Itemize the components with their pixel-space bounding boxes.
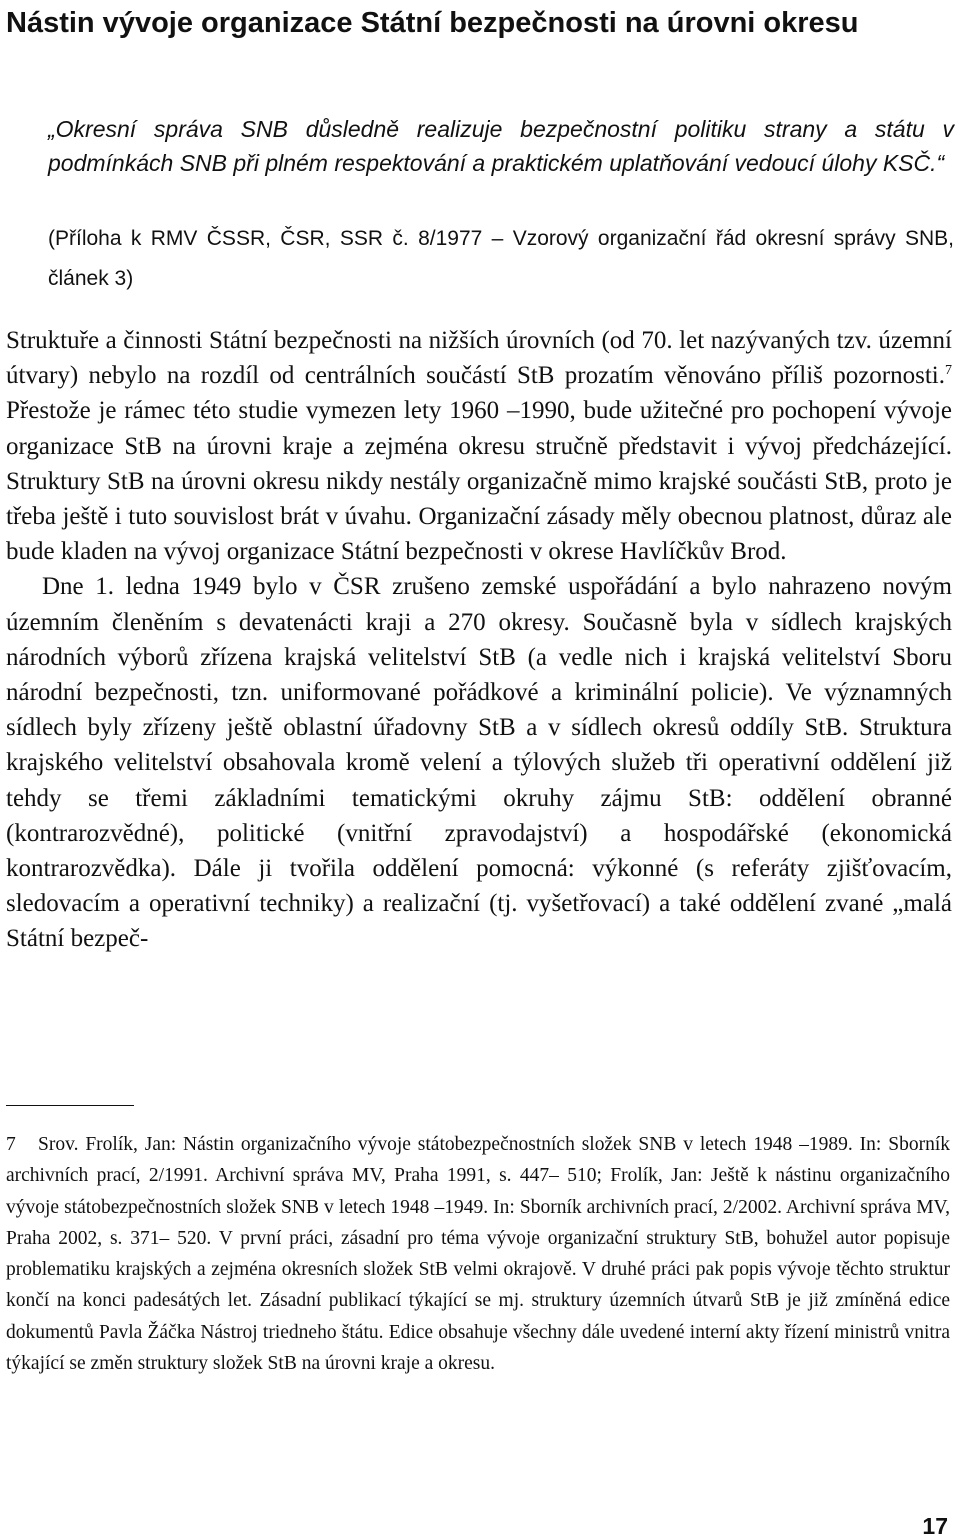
paragraph-2: Dne 1. ledna 1949 bylo v ČSR zrušeno zemské uspořádání a bylo nahrazeno novým územním členěním s devatenácti kraji a 270 okresy. Současně byla v sídlech krajských národních výborů zřízena krajská velitelství StB (a vedle nich i krajská velitelství Sboru národní bezpečnosti, tzn. uniformované pořádkové a kriminální policie). Ve významných sídlech byly zřízeny ještě oblastní úřadovny StB a v sídlech okresů oddíly StB. Struktura krajského velitelství obsahovala kromě velení a týlových služeb tři operativní oddělení již tehdy se třemi základními tematickými okruhy zájmu StB: oddělení obranné (kontrarozvědné), politické (vnitřní zpravodajství) a hospodářské (ekonomická kontrarozvědka). Dále ji tvořila oddělení pomocná: výkonné (s referáty zjišťovacím, sledovacím a operativní techniky) a realizační (tj. vyšetřovací) a také oddělení zvané „malá Státní bezpeč- <box>6 573 952 953</box>
main-text <box>6 323 952 957</box>
footnote-reference: 7 <box>945 363 952 379</box>
page-number: 17 <box>922 1513 948 1539</box>
epigraph-quote: „Okresní správa SNB důsledně realizuje bezpečnostní politiku strany a státu v podmínkách SNB při plném respektování a praktickém uplatňování vedoucí úlohy KSČ.“ <box>48 116 954 176</box>
epigraph-source: (Příloha k RMV ČSSR, ČSR, SSR č. 8/1977 – Vzorový organizační řád okresní správy SNB, článek 3) <box>48 227 954 290</box>
paragraph-1-rest: Přestože je rámec této studie vymezen lety 1960 –1990, bude užitečné pro pochopení vývoje organizace StB na úrovni kraje a zejména okresu stručně představit i vývoj předcházející. Struktury StB na úrovni okresu nikdy nestály organizačně mimo krajské součásti StB, proto je třeba ještě i tuto souvislost brát v úvahu. Organizační zásady měly obecnou platnost, důraz ale bude kladen na vývoj organizace Státní bezpečnosti v okrese Havlíčkův Brod. <box>6 397 952 566</box>
footnote-text: Srov. Frolík, Jan: Nástin organizačního vývoje státobezpečnostních složek SNB v letech 1948 –1989. In: Sborník archivních prací, 2/1991. Archivní správa MV, Praha 1991, s. 447– 510; Frolík, Jan: Ještě k nástinu organizačního vývoje státobezpečnostních složek SNB v letech 1948 –1949. In: Sborník archivních prací, 2/2002. Archivní správa MV, Praha 2002, s. 371– 520. V první práci, zásadní pro téma vývoje organizační struktury StB, bohužel autor popisuje problematiku krajských a zejména okresních složek StB velmi okrajově. V druhé práci pak popis vývoje těchto struktur končí na konci padesátých let. Zásadní publikací týkající se mj. struktury územních útvarů StB je již zmíněná edice dokumentů Pavla Žáčka Nástroj triedneho štátu. Edice obsahuje všechny dále uvedené interní akty řízení ministrů vnitra týkající se změn struktury složek StB na úrovni kraje a okresu. <box>6 1134 950 1375</box>
footnote-number: 7 <box>6 1134 16 1155</box>
paragraph-1-start: Struktuře a činnosti Státní bezpečnosti na nižších úrovních (od 70. let nazývaných tzv. územní útvary) nebylo na rozdíl od centrálních součástí StB prozatím věnováno příliš pozornosti. <box>6 327 952 390</box>
footnote <box>6 1129 950 1379</box>
page-title: Nástin vývoje organizace Státní bezpečnosti na úrovni okresu <box>6 7 859 39</box>
paragraph-1 <box>6 323 952 569</box>
footnote-divider <box>6 1105 134 1106</box>
